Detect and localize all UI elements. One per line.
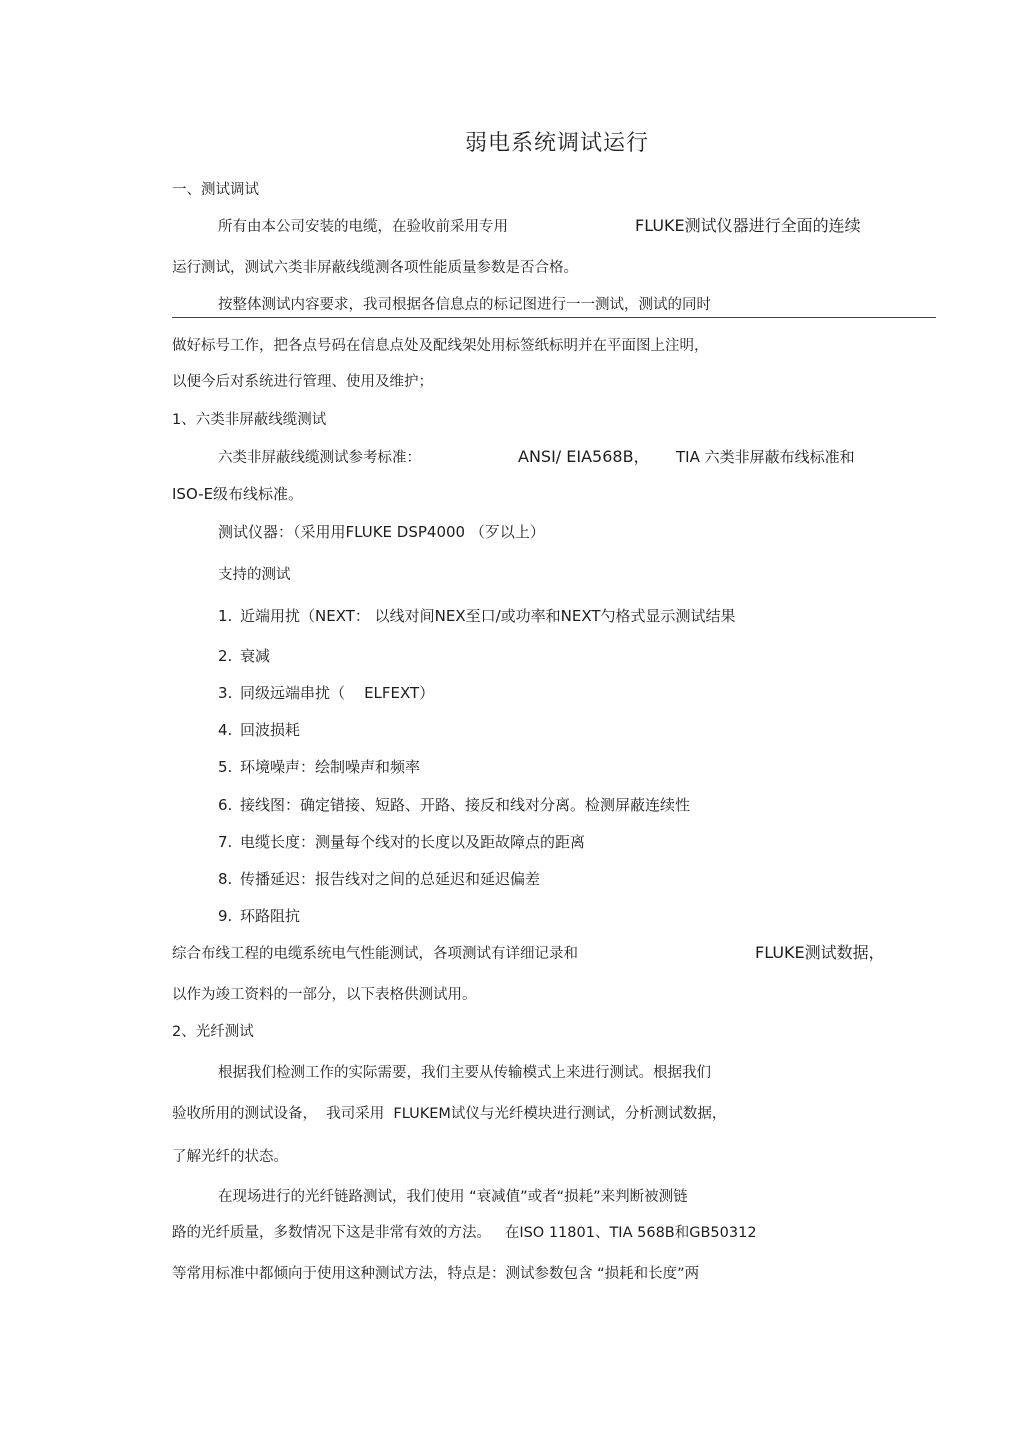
list-item (218, 683, 434, 703)
list-item (218, 646, 270, 666)
paragraph-line: 六类非屏蔽线缆测试参考标准： (218, 450, 421, 466)
subsection-heading: 1、六类非屏蔽线缆测试 (172, 412, 327, 428)
paragraph-line: 验收所用的测试设备， 我司采用 FLUKEM试仪与光纤模块进行测试，分析测试数据， (172, 1106, 727, 1122)
list-number: 9. (218, 907, 233, 925)
paragraph-line: 支持的测试 (218, 567, 291, 583)
list-item (218, 906, 300, 926)
paragraph-line: 在现场进行的光纤链路测试，我们使用 “衰减值”或者“损耗”来判断被测链 (218, 1189, 688, 1205)
list-number: 6. (218, 796, 233, 814)
list-text: 传播延迟：报告线对之间的总延迟和延迟偏差 (240, 870, 541, 888)
list-text: 回波损耗 (240, 721, 301, 739)
list-number: 5. (218, 758, 233, 776)
list-number: 4. (218, 721, 233, 739)
list-number: 1. (218, 607, 233, 625)
paragraph-line: FLUKE测试数据， (755, 943, 885, 962)
list-text: 电缆长度：测量每个线对的长度以及距故障点的距离 (240, 833, 586, 851)
list-number: 2. (218, 647, 233, 665)
list-item (218, 720, 300, 740)
list-number: 7. (218, 833, 233, 851)
list-number: 3. (218, 684, 233, 702)
paragraph-line: 测试仪器：（采用用FLUKE DSP4000 （歹以上） (218, 523, 545, 541)
list-text: 环境噪声：绘制噪声和频率 (240, 758, 421, 776)
paragraph-line: 按整体测试内容要求，我司根据各信息点的标记图进行一一测试，测试的同时 (218, 297, 711, 313)
paragraph-line: ISO-E级布线标准。 (172, 485, 304, 503)
list-item (218, 832, 585, 852)
list-text: 近端用扰（NEXT： 以线对间NEX至口/或功率和NEXT勺格式显示测试结果 (240, 607, 736, 625)
paragraph-line: 运行测试，测试六类非屏蔽线缆测各项性能质量参数是否合格。 (172, 260, 578, 276)
paragraph-line: 了解光纤的状态。 (172, 1149, 288, 1165)
page-title: 弱电系统调试运行 (464, 131, 649, 156)
paragraph-line: 综合布线工程的电缆系统电气性能测试，各项测试有详细记录和 (172, 946, 578, 962)
list-text: 接线图：确定错接、短路、开路、接反和线对分离。检测屏蔽连续性 (240, 796, 691, 814)
list-number: 8. (218, 870, 233, 888)
paragraph-line: 等常用标准中都倾向于使用这种测试方法，特点是：测试参数包含 “损耗和长度”两 (172, 1266, 700, 1282)
list-text: 环路阻抗 (240, 907, 301, 925)
paragraph-line: 以便今后对系统进行管理、使用及维护； (172, 374, 433, 390)
paragraph-line: 做好标号工作，把各点号码在信息点处及配线架处用标签纸标明并在平面图上注明， (172, 338, 709, 354)
section-heading: 一、测试调试 (172, 182, 259, 198)
paragraph-line: 以作为竣工资料的一部分，以下表格供测试用。 (172, 987, 477, 1003)
paragraph-line: ANSI/ EIA568B， (518, 447, 650, 466)
paragraph-line: 所有由本公司安装的电缆，在验收前采用专用 (218, 219, 508, 235)
list-text: 衰减 (240, 647, 271, 665)
list-text: 同级远端串扰（ ELFEXT） (240, 684, 435, 702)
horizontal-rule (172, 317, 936, 318)
list-item (218, 606, 736, 626)
subsection-heading: 2、光纤测试 (172, 1024, 254, 1040)
list-item (218, 795, 690, 815)
list-item (218, 869, 540, 889)
list-item (218, 757, 420, 777)
paragraph-line: 根据我们检测工作的实际需要，我们主要从传输模式上来进行测试。根据我们 (218, 1065, 711, 1081)
paragraph-line: TIA 六类非屏蔽布线标准和 (676, 448, 855, 466)
paragraph-line: FLUKE测试仪器进行全面的连续 (635, 216, 861, 235)
paragraph-line: 路的光纤质量，多数情况下这是非常有效的方法。 在ISO 11801、TIA 568B和GB50312 (172, 1225, 757, 1241)
